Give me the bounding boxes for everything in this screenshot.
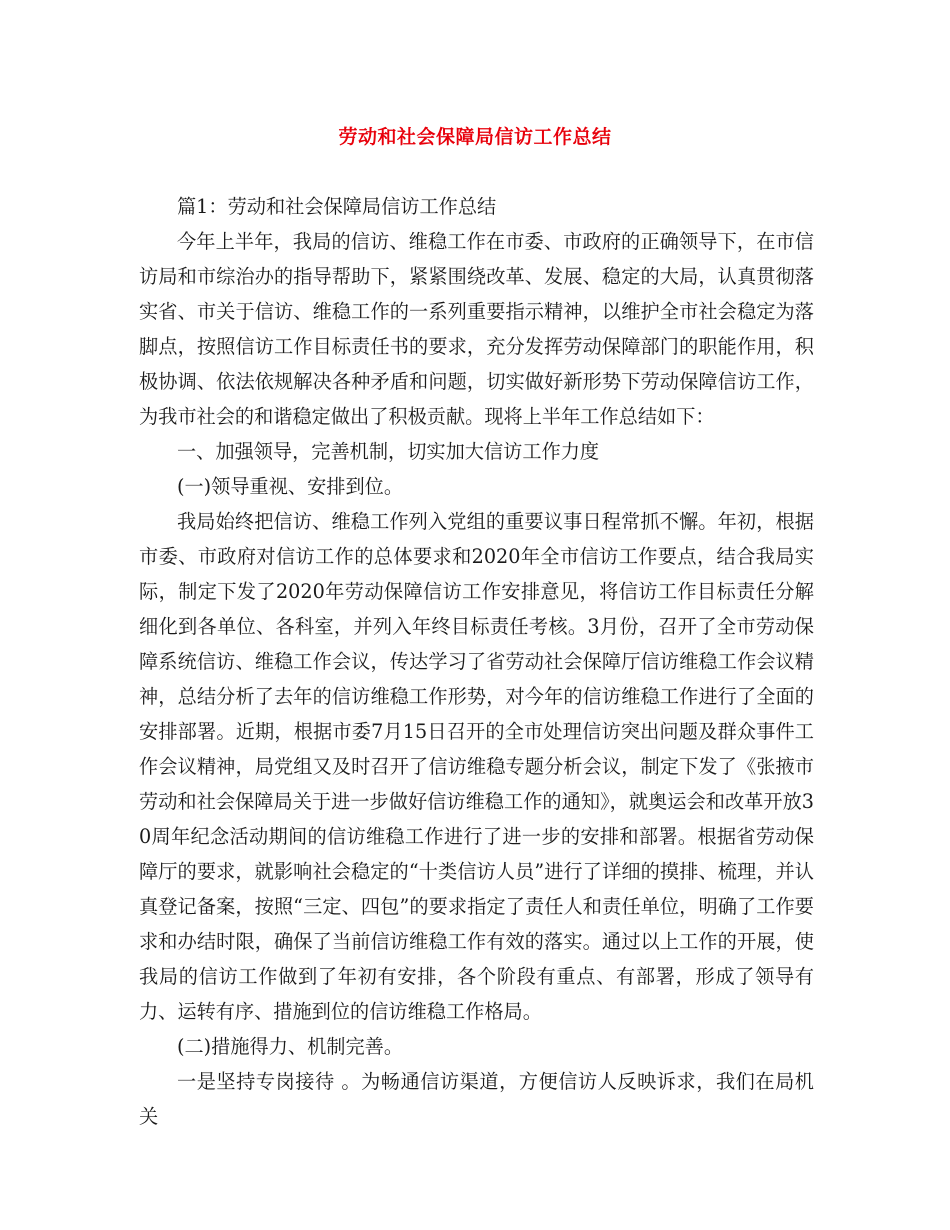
paragraph: 一是坚持专岗接待 。为畅通信访渠道，方便信访人反映诉求，我们在局机关 (139, 1070, 814, 1128)
paragraph: 今年上半年，我局的信访、维稳工作在市委、市政府的正确领导下，在市信访局和市综治办的指导帮助下，紧紧围绕改革、发展、稳定的大局，认真贯彻落实省、市关于信访、维稳工作的一系列重要指示精神，以维护全市社会稳定为落脚点，按照信访工作目标责任书的要求，充分发挥劳动保障部门的职能作用，积极协调、依法依规解决各种矛盾和问题，切实做好新形势下劳动保障信访工作，为我市社会的和谐稳定做出了积极贡献。现将上半年工作总结如下： (139, 230, 814, 428)
document-title: 劳动和社会保障局信访工作总结 (338, 126, 612, 148)
subsection-heading: (二)措施得力、机制完善。 (177, 1035, 404, 1058)
section-heading: 一、加强领导，完善机制，切实加大信访工作力度 (177, 440, 600, 463)
document-body (139, 189, 814, 1134)
paragraph-heading: 篇1：劳动和社会保障局信访工作总结 (177, 195, 497, 218)
subsection-heading: (一)领导重视、安排到位。 (177, 475, 404, 498)
paragraph: 我局始终把信访、维稳工作列入党组的重要议事日程常抓不懈。年初，根据市委、市政府对信访工作的总体要求和2020年全市信访工作要点，结合我局实际，制定下发了2020年劳动保障信访工作安排意见，将信访工作目标责任分解细化到各单位、各科室，并列入年终目标责任考核。3月份，召开了全市劳动保障系统信访、维稳工作会议，传达学习了省劳动社会保障厅信访维稳工作会议精神，总结分析了去年的信访维稳工作形势，对今年的信访维稳工作进行了全面的安排部署。近期，根据市委7月15日召开的全市处理信访突出问题及群众事件工作会议精神，局党组又及时召开了信访维稳专题分析会议，制定下发了《张掖市劳动和社会保障局关于进一步做好信访维稳工作的通知》，就奥运会和改革开放30周年纪念活动期间的信访维稳工作进行了进一步的安排和部署。根据省劳动保障厅的要求，就影响社会稳定的“十类信访人员”进行了详细的摸排、梳理，并认真登记备案，按照“三定、四包”的要求指定了责任人和责任单位，明确了工作要求和办结时限，确保了当前信访维稳工作有效的落实。通过以上工作的开展，使我局的信访工作做到了年初有安排，各个阶段有重点、有部署，形成了领导有力、运转有序、措施到位的信访维稳工作格局。 (139, 510, 814, 1023)
